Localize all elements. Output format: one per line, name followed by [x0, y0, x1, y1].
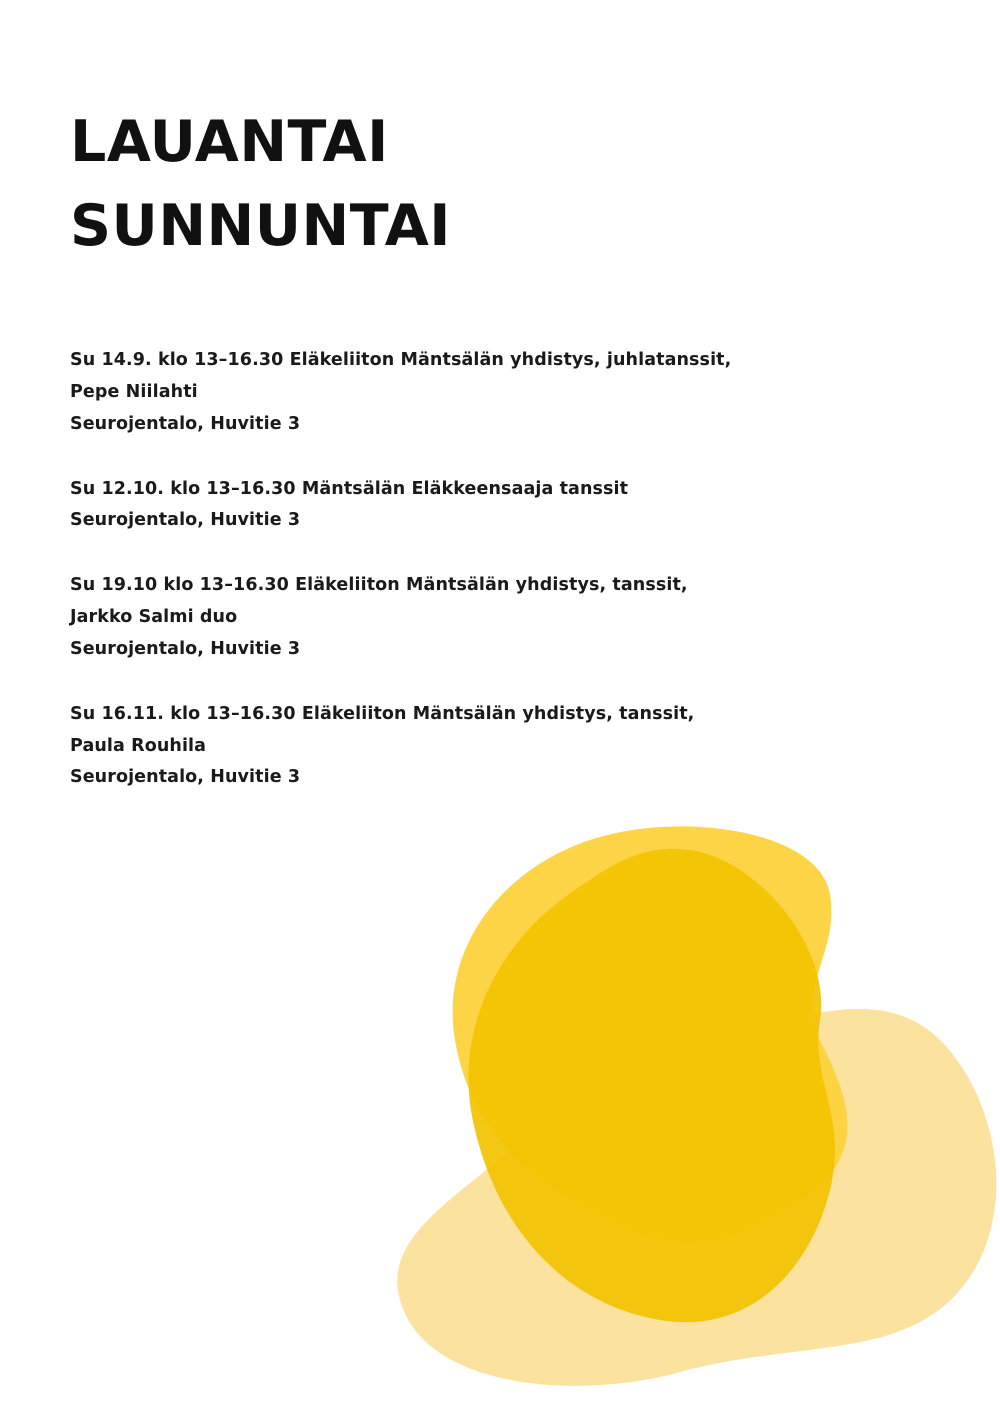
list-item	[70, 699, 900, 795]
event-venue: Seurojentalo, Huvitie 3	[70, 638, 301, 659]
event-venue: Seurojentalo, Huvitie 3	[70, 510, 301, 531]
event-venue: Seurojentalo, Huvitie 3	[70, 413, 301, 434]
event-list	[70, 345, 900, 794]
event-line: Su 16.11. klo 13–16.30 Eläkeliiton Mäntsälän yhdistys, tanssit,	[70, 703, 695, 724]
event-venue: Seurojentalo, Huvitie 3	[70, 767, 301, 788]
title-line-1: LAUANTAI	[70, 109, 389, 175]
list-item	[70, 345, 900, 441]
yellow-blob-graphic	[380, 800, 1000, 1400]
event-line: Su 19.10 klo 13–16.30 Eläkeliiton Mäntsälän yhdistys, tanssit,	[70, 575, 688, 596]
list-item	[70, 570, 900, 666]
title-line-2: SUNNUNTAI	[70, 193, 452, 260]
event-line: Su 12.10. klo 13–16.30 Mäntsälän Eläkkeensaaja tanssit	[70, 478, 629, 499]
event-line: Paula Rouhila	[70, 735, 207, 756]
list-item	[70, 474, 900, 538]
event-line: Su 14.9. klo 13–16.30 Eläkeliiton Mäntsälän yhdistys, juhlatanssit,	[70, 350, 732, 370]
event-line: Jarkko Salmi duo	[70, 607, 238, 628]
event-line: Pepe Niilahti	[70, 381, 198, 402]
page-title	[70, 100, 930, 269]
